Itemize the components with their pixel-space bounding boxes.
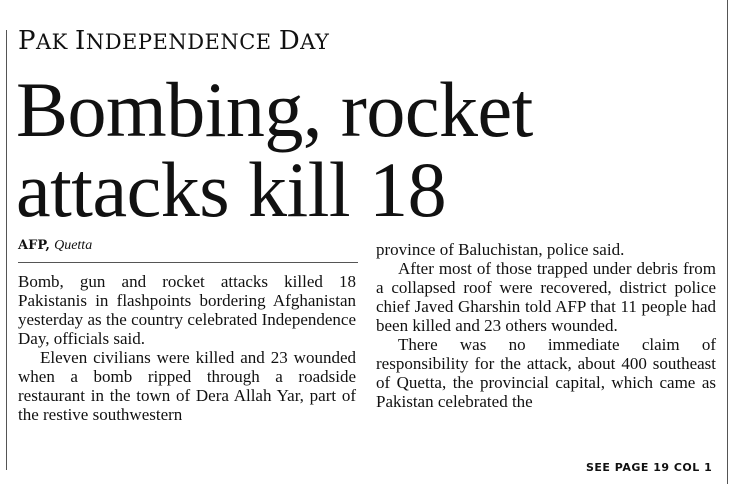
column-rule-right — [727, 0, 728, 484]
byline-rule — [18, 262, 358, 263]
byline-place: Quetta — [54, 238, 93, 253]
headline-line-1: Bombing, rocket — [16, 66, 533, 153]
jump-line: SEE PAGE 19 COL 1 — [586, 461, 713, 474]
byline-agency: AFP, — [18, 238, 50, 253]
paragraph: After most of those trapped under debris from a collapsed roof were recovered, district police chief Javed Gharshin told AFP that 11 people had been killed and 23 others wounded. — [376, 259, 716, 335]
paragraph: Bomb, gun and rocket attacks killed 18 Pakistanis in flashpoints bordering Afghanistan yesterday as the country celebrated Independence Day, officials said. — [18, 272, 356, 348]
paragraph: province of Baluchistan, police said. — [376, 240, 625, 259]
article-column-1 — [18, 272, 356, 424]
paragraph: Eleven civilians were killed and 23 wounded when a bomb ripped through a roadside restaurant in the town of Dera Allah Yar, part of the restive southwestern — [18, 348, 356, 424]
article-column-2 — [376, 240, 716, 411]
byline — [18, 238, 92, 254]
headline-line-2: attacks kill 18 — [16, 146, 447, 233]
kicker: PAK INDEPENDENCE DAY — [18, 26, 330, 56]
paragraph: There was no immediate claim of responsibility for the attack, about 400 southeast of Quetta, the provincial capital, which came as Pakistan celebrated the — [376, 335, 716, 411]
headline — [16, 66, 716, 233]
column-rule-left — [6, 30, 7, 470]
